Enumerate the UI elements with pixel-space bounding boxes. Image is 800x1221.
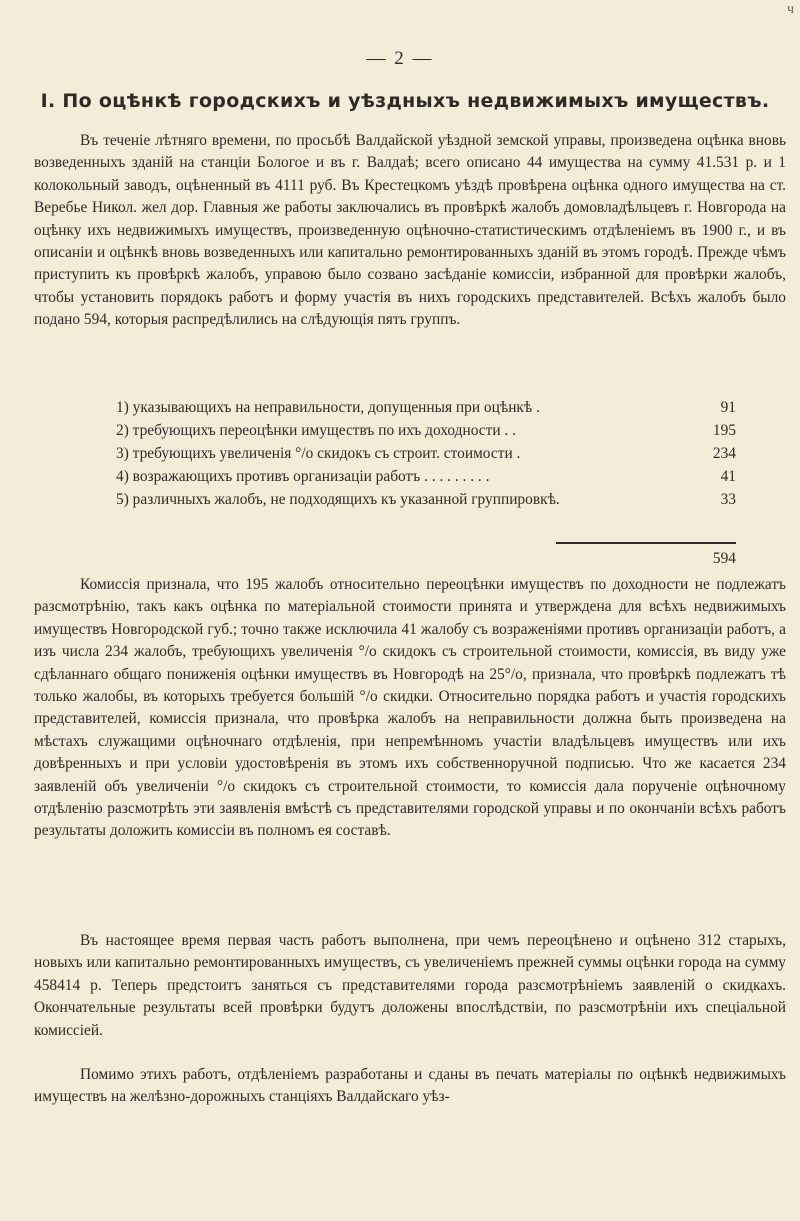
list-item-label: 3) требующихъ увеличенія °/о скидокъ съ строит. стоимости . bbox=[116, 445, 521, 462]
complaints-list bbox=[116, 396, 736, 511]
section-heading: I. По оцѣнкѣ городскихъ и уѣздныхъ недвижимыхъ имуществъ. bbox=[40, 90, 770, 112]
paragraph-progress bbox=[34, 930, 786, 1042]
total-divider bbox=[556, 542, 736, 544]
paragraph-2: Комиссія признала, что 195 жалобъ относительно переоцѣнки имуществъ по доходности не подлежатъ разсмотрѣнію, такъ какъ оцѣнка по матеріальной стоимости принята и утверждена для всѣхъ недвижимыхъ имуществъ Новгородской губ.; точно также исключила 41 жалобу съ возраженіями противъ организаціи работъ, а изъ числа 234 жалобъ, требующихъ увеличенія °/о скидокъ съ строительной стоимости, комиссія, въ виду уже сдѣланнаго общаго пониженія оцѣнки имуществъ въ Новгородѣ на 25°/о, признала, что провѣркѣ подлежатъ тѣ только жалобы, въ которыхъ требуется большій °/о скидки. Относительно порядка работъ и участія городскихъ представителей, комиссія признала, что провѣрка жалобъ на неправильности должна быть произведена на мѣстахъ служащими оцѣночнаго отдѣленія, при непремѣнномъ участіи владѣльцевъ имуществъ или ихъ довѣренныхъ и при условіи удостовѣренія въ этомъ ихъ собственноручной подписью. Что же касается 234 заявленій объ увеличеніи °/о скидокъ съ строительной стоимости, то комиссія дала порученіе оцѣночному отдѣленію разсмотрѣть эти заявленія вмѣстѣ съ представителями городской управы и по окончаніи всѣхъ работъ результаты доложить комиссіи въ полномъ ея составѣ. bbox=[34, 576, 786, 840]
list-item-value: 91 bbox=[720, 399, 736, 416]
paragraph-commission bbox=[34, 574, 786, 843]
list-item-value: 41 bbox=[720, 468, 736, 485]
list-item-label: 2) требующихъ переоцѣнки имуществъ по ихъ доходности . . bbox=[116, 422, 516, 439]
list-item bbox=[116, 419, 736, 442]
list-item-label: 1) указывающихъ на неправильности, допущенныя при оцѣнкѣ . bbox=[116, 399, 540, 416]
list-item bbox=[116, 442, 736, 465]
page-number: — 2 — bbox=[366, 48, 434, 69]
corner-mark: ч bbox=[786, 2, 794, 17]
list-total: 594 bbox=[712, 550, 736, 567]
paragraph-intro bbox=[34, 130, 786, 332]
list-item bbox=[116, 396, 736, 419]
paragraph-4: Помимо этихъ работъ, отдѣленіемъ разработаны и сданы въ печать матеріалы по оцѣнкѣ недвижимыхъ имуществъ на желѣзно-дорожныхъ станціяхъ Валдайскаго уѣз- bbox=[34, 1066, 786, 1106]
list-item bbox=[116, 488, 736, 511]
list-item-label: 5) различныхъ жалобъ, не подходящихъ къ указанной группировкѣ. bbox=[116, 491, 560, 508]
paragraph-3: Въ настоящее время первая часть работъ выполнена, при чемъ переоцѣнено и оцѣнено 312 старыхъ, новыхъ или капитально ремонтированныхъ имуществъ, съ увеличеніемъ прежней суммы оцѣнки города на сумму 458414 р. Теперь предстоитъ заняться съ представителями города разсмотрѣніемъ заявленій о скидкахъ. Окончательные результаты всей провѣрки будутъ доложены впослѣдствіи, по разсмотрѣніи ихъ спеціальной комиссіей. bbox=[34, 932, 786, 1039]
list-item-value: 33 bbox=[720, 491, 736, 508]
list-item-label: 4) возражающихъ противъ организаціи работъ . . . . . . . . . bbox=[116, 468, 490, 485]
list-item bbox=[116, 465, 736, 488]
list-item-value: 234 bbox=[712, 445, 736, 462]
paragraph-1: Въ теченіе лѣтняго времени, по просьбѣ Валдайской уѣздной земской управы, произведена оцѣнка вновь возведенныхъ зданій на станціи Бологое и въ г. Валдаѣ; всего описано 44 имущества на сумму 41.531 р. и 1 колокольный заводъ, оцѣненный въ 4111 руб. Въ Крестецкомъ уѣздѣ провѣрена оцѣнка одного имущества на ст. Веребье Никол. жел дор. Главныя же работы заключались въ провѣркѣ жалобъ домовладѣльцевъ г. Новгорода на оцѣнку ихъ недвижимыхъ имуществъ, произведенную оцѣночно-статистическимъ отдѣленіемъ въ 1900 г., и въ описаніи и оцѣнкѣ вновь возведенныхъ или капитально ремонтированныхъ зданій въ этомъ городѣ. Прежде чѣмъ приступить къ провѣркѣ жалобъ, управою было созвано засѣданіе комиссіи, избранной для провѣрки жалобъ, чтобы установить порядокъ работъ и форму участія въ нихъ городскихъ представителей. Всѣхъ жалобъ было подано 594, которыя распредѣлились на слѣдующія пять группъ. bbox=[34, 132, 786, 329]
list-item-value: 195 bbox=[712, 422, 736, 439]
paragraph-other-work bbox=[34, 1064, 786, 1109]
